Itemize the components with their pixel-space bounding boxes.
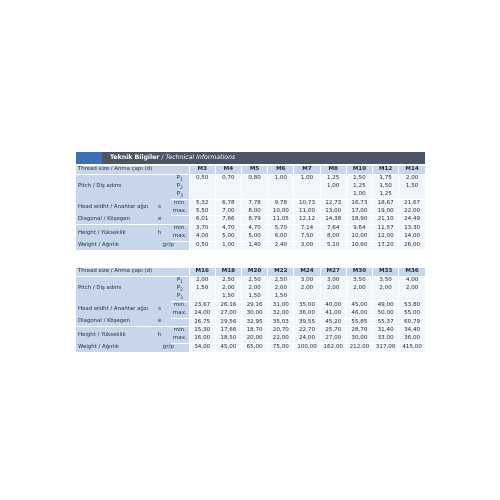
size-header-cell: M27 (320, 268, 346, 276)
weight-cell: 10,60 (346, 242, 372, 250)
pitch-symbol (171, 183, 189, 191)
size-header-cell: M36 (399, 268, 425, 276)
diagonal-cell: 6,01 (189, 216, 215, 225)
pitch-symbol-sub: 1 (180, 279, 183, 285)
size-header-cell: M8 (320, 166, 346, 174)
pitch-symbol-letter: P (176, 284, 181, 291)
pitch-cell: 1,25 (373, 191, 399, 199)
pitch-symbol-letter: P (176, 174, 181, 181)
weight-label: Weight / Ağırlık (76, 242, 148, 250)
height-symbol: h (148, 327, 171, 344)
weight-row (76, 242, 425, 250)
pitch-cell: 1,00 (346, 191, 372, 199)
diagonal-row (76, 216, 425, 225)
head-width-min-cell: 53,80 (399, 301, 425, 309)
pitch-cell: 1,00 (320, 183, 346, 191)
diagonal-symbol: e (148, 318, 171, 327)
diagonal-cell: 60,79 (399, 318, 425, 327)
diagonal-cell: 32,95 (242, 318, 268, 327)
diagonal-cell: 55,85 (346, 318, 372, 327)
head-width-max-cell: 10,00 (268, 208, 294, 216)
pitch-cell (294, 191, 320, 199)
pitch-cell (268, 191, 294, 199)
diagonal-cell: 26,75 (189, 318, 215, 327)
pitch-cell (215, 191, 241, 199)
head-width-min-row (76, 301, 425, 309)
pitch-cell (346, 293, 372, 301)
head-width-min-cell: 5,32 (189, 199, 215, 207)
diagonal-label: Diagonal / Köşegen (76, 318, 148, 327)
height-max-cell: 14,00 (399, 233, 425, 241)
title-accent-stripe (76, 152, 102, 164)
head-width-max-cell: 55,00 (399, 310, 425, 318)
height-min-cell: 9,64 (346, 225, 372, 233)
diagonal-cell: 24,49 (399, 216, 425, 225)
size-header-cell: M24 (294, 268, 320, 276)
size-header-cell: M5 (242, 166, 268, 174)
height-min-cell: 18,70 (242, 327, 268, 335)
head-width-min-cell: 6,78 (215, 199, 241, 207)
pitch-cell: 1,50 (189, 285, 215, 293)
pitch-symbol-letter: P (176, 190, 181, 197)
thread-size-label: Thread size / Anma çapı (d) (76, 166, 189, 174)
height-min-cell: 5,70 (268, 225, 294, 233)
height-symbol: h (148, 225, 171, 242)
pitch-cell: 1,50 (346, 174, 372, 182)
page-title (110, 152, 235, 164)
size-header-cell: M7 (294, 166, 320, 174)
height-max-cell: 7,50 (294, 233, 320, 241)
size-header-cell: M20 (242, 268, 268, 276)
pitch-symbol-sub: 1 (180, 177, 183, 183)
weight-cell: 75,00 (268, 344, 294, 352)
height-min-cell: 13,30 (399, 225, 425, 233)
weight-cell: 415,00 (399, 344, 425, 352)
head-width-min-cell: 23,67 (189, 301, 215, 309)
weight-cell: 212,00 (346, 344, 372, 352)
pitch-cell: 2,00 (215, 285, 241, 293)
pitch-cell: 2,00 (189, 276, 215, 284)
min-label: min. (171, 327, 189, 335)
pitch-cell: 3,00 (294, 276, 320, 284)
pitch-symbol-letter: P (176, 292, 181, 299)
diagonal-cell: 12,12 (294, 216, 320, 225)
head-width-min-cell: 29,16 (242, 301, 268, 309)
diagonal-cell: 7,66 (215, 216, 241, 225)
pitch-cell: 2,00 (346, 285, 372, 293)
head-width-min-cell: 35,00 (294, 301, 320, 309)
weight-cell: 162,00 (320, 344, 346, 352)
head-width-label: Head widht / Anahtar ağzı (76, 301, 148, 318)
pitch-cell: 3,00 (320, 276, 346, 284)
head-width-max-cell: 50,00 (373, 310, 399, 318)
height-min-cell: 20,70 (268, 327, 294, 335)
diagonal-symbol: e (148, 216, 171, 225)
spec-table-wrapper (76, 268, 425, 352)
pitch-cell (215, 183, 241, 191)
pitch-cell: 1,50 (215, 293, 241, 301)
max-label: max. (171, 310, 189, 318)
pitch-cell (320, 293, 346, 301)
height-min-cell: 7,64 (320, 225, 346, 233)
head-width-max-cell: 8,00 (242, 208, 268, 216)
pitch-cell: 1,50 (242, 293, 268, 301)
pitch-symbol-sub: 2 (180, 184, 183, 190)
head-width-symbol: s (148, 199, 171, 216)
pitch-symbol (171, 285, 189, 293)
max-label: max. (171, 208, 189, 216)
diagonal-cell: 11,05 (268, 216, 294, 225)
title-bold: Teknik Bilgiler (110, 154, 160, 161)
title-separator: / (159, 154, 166, 161)
pitch-cell: 1,50 (399, 183, 425, 191)
pitch-cell: 2,00 (320, 285, 346, 293)
tables-container (76, 166, 425, 352)
head-width-max-cell: 17,00 (346, 208, 372, 216)
pitch-label: Pitch / Diş adımı (76, 174, 171, 199)
pitch-cell: 1,25 (320, 174, 346, 182)
pitch-symbol-letter: P (176, 276, 181, 283)
pitch-symbol (171, 276, 189, 284)
weight-cell: 5,10 (320, 242, 346, 250)
head-width-max-cell: 11,00 (294, 208, 320, 216)
weight-cell: 65,00 (242, 344, 268, 352)
height-min-cell: 28,70 (346, 327, 372, 335)
diagonal-cell: 39,55 (294, 318, 320, 327)
height-min-cell: 4,70 (215, 225, 241, 233)
diagonal-cell: 14,38 (320, 216, 346, 225)
pitch-cell: 2,00 (242, 285, 268, 293)
pitch-symbol-sub: 3 (180, 294, 183, 300)
diagonal-cell: 29,56 (215, 318, 241, 327)
pitch-row (76, 276, 425, 284)
pitch-cell: 2,00 (399, 174, 425, 182)
height-max-cell: 12,00 (373, 233, 399, 241)
pitch-cell: 1,00 (294, 174, 320, 182)
diagonal-cell: 55,37 (373, 318, 399, 327)
size-header-cell: M33 (373, 268, 399, 276)
pitch-cell (399, 293, 425, 301)
pitch-cell (320, 191, 346, 199)
thread-size-row (76, 268, 425, 276)
size-header-cell: M14 (399, 166, 425, 174)
weight-cell: 1,40 (242, 242, 268, 250)
size-header-cell: M4 (215, 166, 241, 174)
height-min-cell: 11,57 (373, 225, 399, 233)
pitch-cell (294, 183, 320, 191)
head-width-max-cell: 41,00 (320, 310, 346, 318)
pitch-cell: 2,00 (373, 285, 399, 293)
diagonal-row (76, 318, 425, 327)
height-max-cell: 16,00 (189, 335, 215, 343)
height-min-cell: 31,40 (373, 327, 399, 335)
pitch-symbol-sub: 2 (180, 286, 183, 292)
weight-label: Weight / Ağırlık (76, 344, 148, 352)
pitch-symbol (171, 174, 189, 182)
height-max-cell: 27,00 (320, 335, 346, 343)
pitch-cell (242, 191, 268, 199)
size-header-cell: M3 (189, 166, 215, 174)
head-width-min-cell: 31,00 (268, 301, 294, 309)
height-label: Height / Yükseklik (76, 225, 148, 242)
pitch-cell: 2,00 (294, 285, 320, 293)
height-max-cell: 6,00 (268, 233, 294, 241)
head-width-max-cell: 24,00 (189, 310, 215, 318)
height-max-cell: 20,00 (242, 335, 268, 343)
thread-size-label: Thread size / Anma çapı (d) (76, 268, 189, 276)
diagonal-cell: 45,20 (320, 318, 346, 327)
pitch-cell: 0,80 (242, 174, 268, 182)
head-width-min-row (76, 199, 425, 207)
weight-cell: 0,50 (189, 242, 215, 250)
pitch-cell (373, 293, 399, 301)
pitch-cell: 1,75 (373, 174, 399, 182)
weight-cell: 3,00 (294, 242, 320, 250)
pitch-cell (189, 293, 215, 301)
height-min-cell: 7,14 (294, 225, 320, 233)
head-width-min-cell: 18,67 (373, 199, 399, 207)
weight-cell: 1,00 (215, 242, 241, 250)
spec-table (76, 268, 425, 352)
head-width-min-cell: 16,73 (346, 199, 372, 207)
height-max-cell: 24,00 (294, 335, 320, 343)
pitch-symbol (171, 293, 189, 301)
diagonal-cell: 18,90 (346, 216, 372, 225)
pitch-cell: 3,50 (373, 276, 399, 284)
weight-unit: gr/p (148, 242, 189, 250)
min-label: min. (171, 225, 189, 233)
height-max-cell: 4,00 (189, 233, 215, 241)
head-width-min-cell: 26,16 (215, 301, 241, 309)
head-width-min-cell: 7,78 (242, 199, 268, 207)
head-width-max-cell: 30,00 (242, 310, 268, 318)
pitch-cell: 1,50 (268, 293, 294, 301)
height-max-cell: 5,00 (242, 233, 268, 241)
min-label: min. (171, 301, 189, 309)
diagonal-cell: 8,79 (242, 216, 268, 225)
height-min-cell: 4,70 (242, 225, 268, 233)
height-min-cell: 22,70 (294, 327, 320, 335)
pitch-cell: 2,00 (268, 285, 294, 293)
head-width-max-cell: 27,00 (215, 310, 241, 318)
weight-cell: 100,00 (294, 344, 320, 352)
spec-table (76, 166, 425, 250)
size-header-cell: M10 (346, 166, 372, 174)
pitch-cell: 2,00 (399, 285, 425, 293)
pitch-cell: 2,50 (242, 276, 268, 284)
height-min-cell: 17,66 (215, 327, 241, 335)
head-width-min-cell: 40,00 (320, 301, 346, 309)
height-min-cell: 34,40 (399, 327, 425, 335)
height-min-row (76, 225, 425, 233)
head-width-max-cell: 32,00 (268, 310, 294, 318)
head-width-min-cell: 45,00 (346, 301, 372, 309)
spec-table-wrapper (76, 166, 425, 250)
height-min-cell: 25,70 (320, 327, 346, 335)
size-header-cell: M16 (189, 268, 215, 276)
pitch-cell (189, 183, 215, 191)
height-max-cell: 30,00 (346, 335, 372, 343)
weight-cell: 317,00 (373, 344, 399, 352)
head-width-label: Head widht / Anahtar ağzı (76, 199, 148, 216)
pitch-cell (399, 191, 425, 199)
head-width-max-cell: 22,00 (399, 208, 425, 216)
size-header-cell: M12 (373, 166, 399, 174)
height-max-cell: 10,00 (346, 233, 372, 241)
title-italic: Technical Informations (165, 154, 236, 161)
size-header-cell: M6 (268, 166, 294, 174)
head-width-max-cell: 46,00 (346, 310, 372, 318)
weight-unit: gr/p (148, 344, 189, 352)
diagonal-cell: 35,03 (268, 318, 294, 327)
weight-cell: 17,20 (373, 242, 399, 250)
pitch-cell: 3,50 (346, 276, 372, 284)
pitch-cell (242, 183, 268, 191)
height-max-cell: 18,50 (215, 335, 241, 343)
min-label: min. (171, 199, 189, 207)
pitch-cell (294, 293, 320, 301)
pitch-cell: 1,00 (268, 174, 294, 182)
table-gap (76, 250, 425, 268)
height-max-cell: 5,00 (215, 233, 241, 241)
height-min-cell: 3,70 (189, 225, 215, 233)
head-width-max-cell: 7,00 (215, 208, 241, 216)
head-width-min-cell: 10,73 (294, 199, 320, 207)
pitch-cell: 1,50 (373, 183, 399, 191)
height-min-row (76, 327, 425, 335)
pitch-cell: 0,50 (189, 174, 215, 182)
size-header-cell: M30 (346, 268, 372, 276)
pitch-cell (268, 183, 294, 191)
head-width-max-cell: 36,00 (294, 310, 320, 318)
head-width-max-cell: 5,50 (189, 208, 215, 216)
weight-cell: 34,00 (189, 344, 215, 352)
diagonal-label: Diagonal / Köşegen (76, 216, 148, 225)
technical-sheet (76, 152, 425, 352)
pitch-cell (189, 191, 215, 199)
weight-cell: 26,00 (399, 242, 425, 250)
head-width-min-cell: 21,67 (399, 199, 425, 207)
head-width-max-cell: 13,00 (320, 208, 346, 216)
head-width-max-cell: 19,00 (373, 208, 399, 216)
head-width-symbol: s (148, 301, 171, 318)
pitch-cell: 1,25 (346, 183, 372, 191)
max-label: max. (171, 233, 189, 241)
pitch-cell: 0,70 (215, 174, 241, 182)
head-width-min-cell: 12,73 (320, 199, 346, 207)
size-header-cell: M22 (268, 268, 294, 276)
thread-size-row (76, 166, 425, 174)
head-width-min-cell: 49,00 (373, 301, 399, 309)
height-label: Height / Yükseklik (76, 327, 148, 344)
head-width-min-cell: 9,78 (268, 199, 294, 207)
pitch-cell: 2,50 (268, 276, 294, 284)
height-max-cell: 36,00 (399, 335, 425, 343)
pitch-symbol (171, 191, 189, 199)
pitch-cell: 4,00 (399, 276, 425, 284)
height-max-cell: 33,00 (373, 335, 399, 343)
weight-cell: 45,00 (215, 344, 241, 352)
height-max-cell: 22,00 (268, 335, 294, 343)
diagonal-cell: 21,10 (373, 216, 399, 225)
title-bar (76, 152, 425, 164)
height-min-cell: 15,30 (189, 327, 215, 335)
max-label: max. (171, 335, 189, 343)
size-header-cell: M18 (215, 268, 241, 276)
weight-cell: 2,40 (268, 242, 294, 250)
pitch-row (76, 174, 425, 182)
pitch-cell: 2,50 (215, 276, 241, 284)
weight-row (76, 344, 425, 352)
pitch-label: Pitch / Diş adımı (76, 276, 171, 301)
diagonal-blank (171, 216, 189, 225)
pitch-symbol-letter: P (176, 182, 181, 189)
diagonal-blank (171, 318, 189, 327)
pitch-symbol-sub: 3 (180, 192, 183, 198)
height-max-cell: 8,00 (320, 233, 346, 241)
